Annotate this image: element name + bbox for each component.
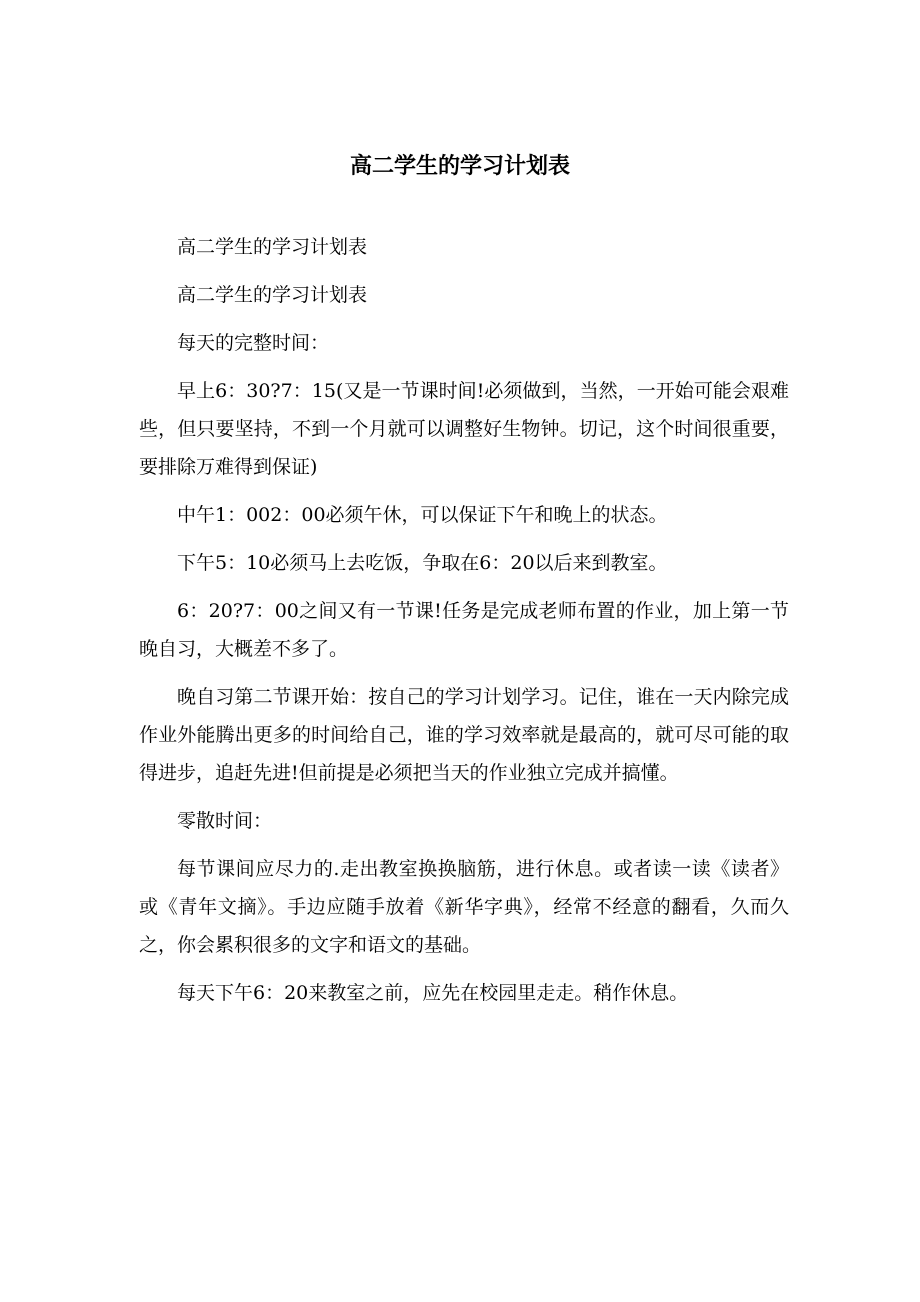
paragraph-walk: 每天下午6：20来教室之前，应先在校园里走走。稍作休息。	[177, 982, 689, 1004]
paragraph-breaks: 每节课间应尽力的.走出教室换换脑筋，进行休息。或者读一读《读者》或《青年文摘》。手边应随手放着《新华字典》，经常不经意的翻看，久而久之，你会累积很多的文字和语文的基础。	[139, 858, 789, 956]
paragraph-evening-class: 6：20?7：00之间又有一节课!任务是完成老师布置的作业，加上第一节晚自习，大概差不多了。	[139, 600, 789, 660]
paragraph-afternoon: 下午5：10必须马上去吃饭，争取在6：20以后来到教室。	[177, 552, 668, 574]
document-title: 高二学生的学习计划表	[349, 154, 570, 179]
document-body	[139, 228, 789, 1022]
paragraph-morning: 早上6：30?7：15(又是一节课时间!必须做到，当然，一开始可能会艰难些，但只要坚持，不到一个月就可以调整好生物钟。切记，这个时间很重要，要排除万难得到保证)	[139, 380, 789, 478]
paragraph-spare-time-heading: 零散时间：	[177, 810, 273, 832]
paragraph-subtitle-2: 高二学生的学习计划表	[177, 284, 368, 306]
paragraph-daily-time-heading: 每天的完整时间：	[177, 332, 330, 354]
paragraph-evening-study: 晚自习第二节课开始：按自己的学习计划学习。记住，谁在一天内除完成作业外能腾出更多的时间给自己，谁的学习效率就是最高的，就可尽可能的取得进步，追赶先进!但前提是必须把当天的作业独立完成并搞懂。	[139, 686, 789, 784]
paragraph-noon: 中午1：002：00必须午休，可以保证下午和晚上的状态。	[177, 504, 668, 526]
paragraph-subtitle-1: 高二学生的学习计划表	[177, 236, 368, 258]
